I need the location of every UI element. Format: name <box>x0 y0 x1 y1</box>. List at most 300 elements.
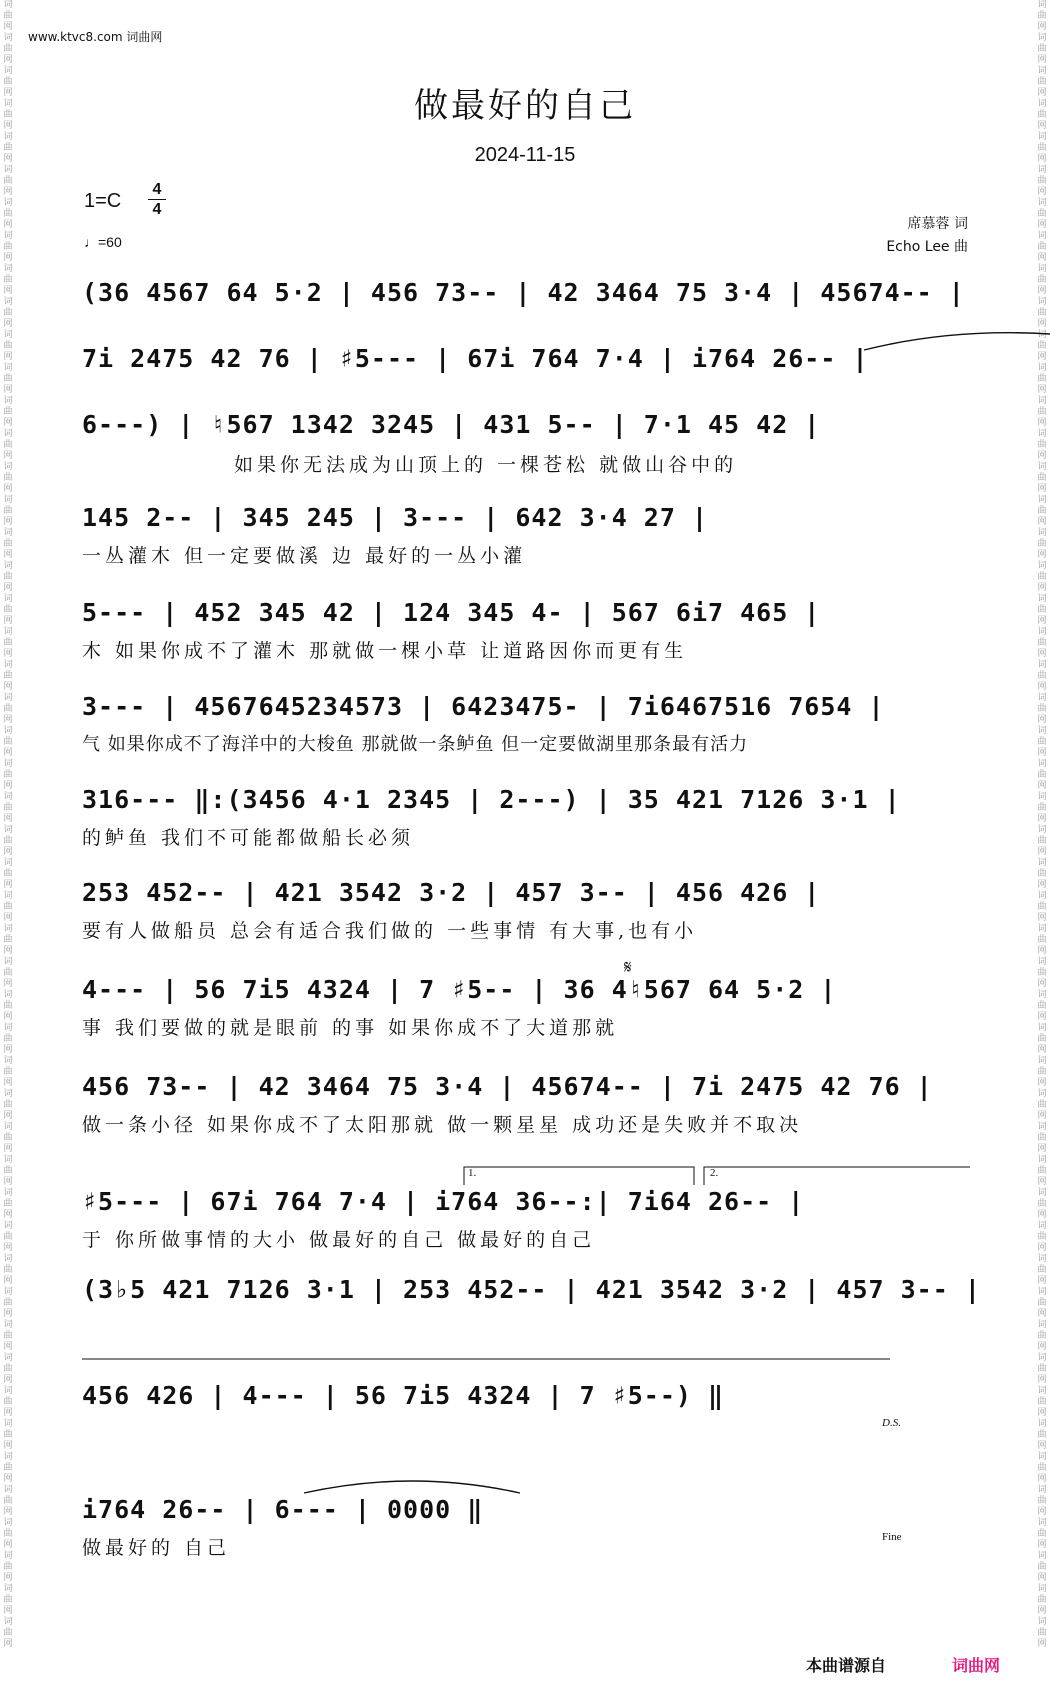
side-watermark-char: 网 <box>3 121 13 131</box>
side-watermark-char: 网 <box>1037 253 1047 263</box>
side-watermark-char: 曲 <box>3 275 13 285</box>
side-watermark-char: 网 <box>1037 847 1047 857</box>
side-watermark-char: 网 <box>3 1111 13 1121</box>
side-watermark-char: 词 <box>1037 330 1047 340</box>
side-watermark-char: 曲 <box>3 803 13 813</box>
side-watermark-char: 词 <box>1037 1254 1047 1264</box>
side-watermark-char: 词 <box>1037 1452 1047 1462</box>
side-watermark-char: 网 <box>1037 187 1047 197</box>
side-watermark-char: 曲 <box>3 1265 13 1275</box>
side-watermark-char: 网 <box>1037 550 1047 560</box>
side-watermark-char: 网 <box>1037 1408 1047 1418</box>
side-watermark-char: 词 <box>1037 264 1047 274</box>
side-watermark-char: 词 <box>1037 1155 1047 1165</box>
side-watermark-char: 词 <box>1037 1419 1047 1429</box>
side-watermark-char: 词 <box>1037 1320 1047 1330</box>
side-watermark-char: 词 <box>3 132 13 142</box>
side-watermark-char: 曲 <box>3 143 13 153</box>
side-watermark-char: 曲 <box>1037 176 1047 186</box>
side-watermark-char: 词 <box>3 1353 13 1363</box>
side-watermark-char: 词 <box>1037 0 1047 10</box>
side-watermark-char: 曲 <box>3 1496 13 1506</box>
side-watermark-char: 曲 <box>3 539 13 549</box>
side-watermark-char: 网 <box>1037 1639 1047 1649</box>
side-watermark-char: 曲 <box>1037 209 1047 219</box>
side-watermark-char: 词 <box>1037 1584 1047 1594</box>
tie-slur <box>302 1471 522 1495</box>
side-watermark-char: 曲 <box>1037 770 1047 780</box>
side-watermark-char: 词 <box>3 495 13 505</box>
side-watermark-char: 词 <box>3 1551 13 1561</box>
side-watermark-char: 曲 <box>1037 11 1047 21</box>
side-watermark-char: 曲 <box>1037 473 1047 483</box>
side-watermark-char: 词 <box>1037 1023 1047 1033</box>
side-watermark-char: 曲 <box>1037 539 1047 549</box>
side-watermark-char: 曲 <box>1037 1100 1047 1110</box>
side-watermark-char: 曲 <box>3 1034 13 1044</box>
side-watermark-char: 网 <box>3 616 13 626</box>
side-watermark-char: 网 <box>1037 88 1047 98</box>
notation-line: 456 73-- | 42 3464 75 3·4 | 45674-- | 7i 2475 42 76 | <box>82 1072 933 1101</box>
side-watermark-char: 曲 <box>1037 407 1047 417</box>
side-watermark-char: 网 <box>3 781 13 791</box>
side-watermark-char: 网 <box>1037 1375 1047 1385</box>
side-watermark-char: 网 <box>1037 451 1047 461</box>
side-watermark-char: 词 <box>3 462 13 472</box>
side-watermark-char: 网 <box>1037 814 1047 824</box>
side-watermark-char: 网 <box>1037 946 1047 956</box>
side-watermark-char: 曲 <box>1037 242 1047 252</box>
side-watermark-char: 曲 <box>3 1133 13 1143</box>
notation-line: 3--- | 4567645234573 | 6423475- | 7i6467516 7654 | <box>82 692 885 721</box>
side-watermark-char: 网 <box>3 1144 13 1154</box>
side-watermark-char: 网 <box>1037 517 1047 527</box>
notation-line: 6---) | ♮567 1342 3245 | 431 5-- | 7·1 45 42 | <box>82 410 821 439</box>
side-watermark-char: 词 <box>3 33 13 43</box>
side-watermark-char: 词 <box>1037 1188 1047 1198</box>
side-watermark-char: 词 <box>3 1419 13 1429</box>
side-watermark-char: 网 <box>1037 418 1047 428</box>
side-watermark-char: 网 <box>1037 748 1047 758</box>
side-watermark-char: 曲 <box>1037 605 1047 615</box>
side-watermark-char: 词 <box>1037 1551 1047 1561</box>
volta-2-label: 2. <box>710 1167 719 1179</box>
side-watermark-char: 曲 <box>3 110 13 120</box>
side-watermark-char: 网 <box>3 1243 13 1253</box>
side-watermark-char: 曲 <box>3 473 13 483</box>
side-watermark-char: 词 <box>1037 1089 1047 1099</box>
side-watermark-char: 词 <box>3 1089 13 1099</box>
side-watermark-char: 词 <box>1037 1485 1047 1495</box>
side-watermark-char: 词 <box>1037 495 1047 505</box>
side-watermark-char: 词 <box>3 165 13 175</box>
side-watermark-char: 网 <box>3 22 13 32</box>
side-watermark-char: 词 <box>3 660 13 670</box>
side-watermark-char: 词 <box>3 231 13 241</box>
side-watermark-char: 网 <box>1037 352 1047 362</box>
side-watermark-char: 网 <box>3 1606 13 1616</box>
side-watermark-char: 曲 <box>1037 1529 1047 1539</box>
side-watermark-char: 曲 <box>3 1232 13 1242</box>
side-watermark-char: 网 <box>3 583 13 593</box>
side-watermark-char: 词 <box>3 627 13 637</box>
side-watermark-char: 曲 <box>1037 836 1047 846</box>
notation-line: ♯5--- | 67i 764 7·4 | i764 36--:| 7i64 26-- | <box>82 1187 805 1216</box>
side-watermark-char: 网 <box>1037 1573 1047 1583</box>
site-watermark: www.ktvc8.com 词曲网 <box>28 30 163 44</box>
side-watermark-char: 曲 <box>1037 1133 1047 1143</box>
side-watermark-char: 曲 <box>1037 143 1047 153</box>
side-watermark-char: 曲 <box>1037 1463 1047 1473</box>
side-watermark-char: 曲 <box>3 836 13 846</box>
side-watermark-char: 网 <box>1037 1309 1047 1319</box>
tempo-marking: ♩=60 <box>84 234 122 250</box>
side-watermark-char: 曲 <box>1037 671 1047 681</box>
notation-line: (36 4567 64 5·2 | 456 73-- | 42 3464 75 3·4 | 45674-- | <box>82 278 965 307</box>
side-watermark-char: 曲 <box>1037 1166 1047 1176</box>
side-watermark-char: 网 <box>1037 715 1047 725</box>
side-watermark-char: 网 <box>1037 1540 1047 1550</box>
side-watermark-char: 曲 <box>1037 1298 1047 1308</box>
side-watermark-char: 网 <box>3 154 13 164</box>
side-watermark-char: 网 <box>3 1441 13 1451</box>
side-watermark-char: 曲 <box>3 308 13 318</box>
notation-line: 7i 2475 42 76 | ♯5--- | 67i 764 7·4 | i764 26-- | <box>82 344 869 373</box>
side-watermark-char: 网 <box>3 1309 13 1319</box>
side-watermark-char: 曲 <box>1037 1331 1047 1341</box>
side-watermark-char: 网 <box>3 1012 13 1022</box>
side-watermark-char: 词 <box>3 759 13 769</box>
side-watermark-char: 网 <box>1037 22 1047 32</box>
notation-line: 456 426 | 4--- | 56 7i5 4324 | 7 ♯5--) ‖ <box>82 1381 725 1410</box>
side-watermark-char: 曲 <box>1037 440 1047 450</box>
side-watermark-char: 网 <box>1037 1507 1047 1517</box>
side-watermark-char: 词 <box>3 1023 13 1033</box>
lyric-line: 要有人做船员 总会有适合我们做的 一些事情 有大事,也有小 <box>82 920 698 942</box>
side-watermark-char: 词 <box>1037 363 1047 373</box>
song-date: 2024-11-15 <box>474 144 576 166</box>
side-watermark-char: 词 <box>1037 66 1047 76</box>
side-watermark-char: 曲 <box>3 11 13 21</box>
side-watermark-char: 网 <box>3 1573 13 1583</box>
lyric-line: 做一条小径 如果你成不了太阳那就 做一颗星星 成功还是失败并不取决 <box>82 1114 803 1136</box>
side-watermark-char: 词 <box>3 1221 13 1231</box>
side-watermark-char: 曲 <box>1037 1067 1047 1077</box>
side-watermark-char: 曲 <box>3 605 13 615</box>
side-watermark-char: 网 <box>3 352 13 362</box>
side-watermark-char: 网 <box>1037 880 1047 890</box>
side-watermark-char: 网 <box>3 847 13 857</box>
side-watermark-char: 网 <box>3 55 13 65</box>
side-watermark-char: 词 <box>1037 1287 1047 1297</box>
side-watermark-char: 网 <box>1037 286 1047 296</box>
lyric-line: 一丛灌木 但一定要做溪 边 最好的一丛小灌 <box>82 545 527 567</box>
side-watermark-char: 词 <box>3 1254 13 1264</box>
side-watermark-char: 词 <box>1037 957 1047 967</box>
side-watermark-char: 词 <box>1037 1122 1047 1132</box>
side-watermark-char: 词 <box>3 1518 13 1528</box>
side-watermark-char: 词 <box>1037 627 1047 637</box>
side-watermark-char: 词 <box>3 1320 13 1330</box>
side-watermark-char: 曲 <box>1037 638 1047 648</box>
side-watermark-char: 曲 <box>1037 1199 1047 1209</box>
side-watermark-char: 词 <box>3 363 13 373</box>
side-watermark-char: 曲 <box>3 209 13 219</box>
side-watermark-char: 词 <box>3 1452 13 1462</box>
side-watermark-char: 网 <box>3 1540 13 1550</box>
side-watermark-char: 词 <box>3 924 13 934</box>
ds-marking: D.S. <box>882 1417 901 1429</box>
side-watermark-char: 网 <box>1037 682 1047 692</box>
side-watermark-char: 曲 <box>3 1331 13 1341</box>
side-watermark-char: 网 <box>3 979 13 989</box>
side-watermark-char: 词 <box>3 429 13 439</box>
side-watermark-char: 曲 <box>3 176 13 186</box>
notation-line: 4--- | 56 7i5 4324 | 7 ♯5-- | 36 4♮567 64 5·2 | <box>82 975 837 1004</box>
lyric-line: 如果你无法成为山顶上的 一棵苍松 就做山谷中的 <box>234 454 738 476</box>
side-watermark-char: 词 <box>1037 1056 1047 1066</box>
side-watermark-char: 网 <box>3 517 13 527</box>
staff-rule <box>82 1355 892 1363</box>
side-watermark-char: 词 <box>1037 396 1047 406</box>
side-watermark-char: 曲 <box>1037 1034 1047 1044</box>
side-watermark-char: 曲 <box>3 506 13 516</box>
side-watermark-char: 网 <box>1037 220 1047 230</box>
side-watermark-char: 词 <box>3 693 13 703</box>
side-watermark-char: 网 <box>1037 1177 1047 1187</box>
lyric-line: 做最好的 自己 <box>82 1537 231 1559</box>
side-watermark-char: 网 <box>3 649 13 659</box>
side-watermark-char: 词 <box>1037 660 1047 670</box>
side-watermark-char: 曲 <box>1037 1001 1047 1011</box>
side-watermark-char: 网 <box>1037 1078 1047 1088</box>
side-watermark-char: 网 <box>1037 55 1047 65</box>
notation-line: (3♭5 421 7126 3·1 | 253 452-- | 421 3542 3·2 | 457 3-- | <box>82 1275 981 1304</box>
side-watermark-char: 词 <box>1037 1617 1047 1627</box>
side-watermark-char: 曲 <box>3 77 13 87</box>
side-watermark-char: 词 <box>3 396 13 406</box>
side-watermark-char: 曲 <box>3 341 13 351</box>
side-watermark-char: 词 <box>3 726 13 736</box>
side-watermark-char: 词 <box>3 1617 13 1627</box>
side-watermark-char: 曲 <box>3 704 13 714</box>
notation-line: 145 2-- | 345 245 | 3--- | 642 3·4 27 | <box>82 503 708 532</box>
lyric-line: 于 你所做事情的大小 做最好的自己 做最好的自己 <box>82 1229 596 1251</box>
composer-credit: Echo Lee 曲 <box>886 239 968 255</box>
side-watermark-char: 曲 <box>1037 1397 1047 1407</box>
side-watermark-char: 词 <box>1037 33 1047 43</box>
side-watermark-char: 词 <box>3 1584 13 1594</box>
side-watermark-char: 网 <box>3 1276 13 1286</box>
side-watermark-char: 词 <box>1037 99 1047 109</box>
side-watermark-char: 网 <box>1037 1045 1047 1055</box>
side-watermark-char: 网 <box>3 946 13 956</box>
lyric-line: 木 如果你成不了灌木 那就做一棵小草 让道路因你而更有生 <box>82 640 688 662</box>
side-watermark-char: 网 <box>3 880 13 890</box>
notation-line: i764 26-- | 6--- | 0000 ‖ <box>82 1495 484 1524</box>
side-watermark-char: 曲 <box>1037 1364 1047 1374</box>
side-watermark-char: 曲 <box>3 1463 13 1473</box>
footer-site-link[interactable]: 词曲网 <box>952 1656 1001 1675</box>
side-watermark-char: 词 <box>1037 825 1047 835</box>
side-watermark-char: 曲 <box>1037 902 1047 912</box>
side-watermark-char: 网 <box>1037 1441 1047 1451</box>
side-watermark-char: 网 <box>1037 1111 1047 1121</box>
side-watermark-char: 网 <box>1037 385 1047 395</box>
side-watermark-char: 曲 <box>3 902 13 912</box>
side-watermark-char: 词 <box>1037 132 1047 142</box>
side-watermark-char: 曲 <box>3 935 13 945</box>
side-watermark-char: 曲 <box>3 968 13 978</box>
side-watermark-char: 词 <box>3 792 13 802</box>
side-watermark-char: 词 <box>3 1122 13 1132</box>
side-watermark-char: 曲 <box>1037 374 1047 384</box>
side-watermark-char: 词 <box>3 0 13 10</box>
side-watermark-char: 曲 <box>1037 935 1047 945</box>
side-watermark-char: 词 <box>3 561 13 571</box>
side-watermark-char: 词 <box>1037 990 1047 1000</box>
side-watermark-char: 曲 <box>1037 869 1047 879</box>
side-watermark-char: 网 <box>3 1474 13 1484</box>
side-watermark-char: 网 <box>3 451 13 461</box>
side-watermark-char: 曲 <box>1037 1496 1047 1506</box>
side-watermark-char: 词 <box>3 1287 13 1297</box>
side-watermark-char: 词 <box>1037 792 1047 802</box>
side-watermark-char: 网 <box>3 1177 13 1187</box>
side-watermark-char: 网 <box>1037 1474 1047 1484</box>
side-watermark-char: 网 <box>3 418 13 428</box>
side-watermark-char: 曲 <box>3 1067 13 1077</box>
side-watermark-char: 曲 <box>3 869 13 879</box>
side-watermark-char: 词 <box>3 528 13 538</box>
side-watermark-char: 网 <box>1037 121 1047 131</box>
side-watermark-char: 词 <box>3 1485 13 1495</box>
side-watermark-char: 词 <box>1037 231 1047 241</box>
side-watermark-char: 曲 <box>1037 803 1047 813</box>
side-watermark-char: 网 <box>1037 583 1047 593</box>
side-watermark-char: 词 <box>3 1188 13 1198</box>
side-watermark-char: 网 <box>1037 1342 1047 1352</box>
side-watermark-char: 曲 <box>3 737 13 747</box>
side-watermark-char: 网 <box>1037 1144 1047 1154</box>
lyric-line: 事 我们要做的就是眼前 的事 如果你成不了大道那就 <box>82 1017 619 1039</box>
side-watermark-char: 曲 <box>3 1100 13 1110</box>
side-watermark-char: 网 <box>3 385 13 395</box>
side-watermark-char: 网 <box>3 253 13 263</box>
side-watermark-char: 网 <box>3 1408 13 1418</box>
lyric-line: 气 如果你成不了海洋中的大梭鱼 那就做一条鲈鱼 但一定要做湖里那条最有活力 <box>82 734 749 755</box>
time-signature-bottom: 4 <box>152 201 162 218</box>
song-title: 做最好的自己 <box>414 86 636 126</box>
side-watermark-char: 词 <box>3 198 13 208</box>
side-watermark-char: 词 <box>3 957 13 967</box>
side-watermark-char: 曲 <box>1037 968 1047 978</box>
side-watermark-char: 词 <box>1037 594 1047 604</box>
side-watermark-char: 曲 <box>3 440 13 450</box>
side-watermark-char: 曲 <box>1037 1430 1047 1440</box>
side-watermark-char: 网 <box>1037 1210 1047 1220</box>
side-watermark-char: 网 <box>1037 649 1047 659</box>
side-watermark-char: 词 <box>1037 726 1047 736</box>
lyric-line: 的鲈鱼 我们不可能都做船长必须 <box>82 827 415 849</box>
side-watermark-char: 曲 <box>3 1529 13 1539</box>
side-watermark-char: 曲 <box>3 1001 13 1011</box>
side-watermark-char: 曲 <box>1037 737 1047 747</box>
side-watermark-char: 曲 <box>3 374 13 384</box>
side-watermark-char: 词 <box>1037 429 1047 439</box>
side-watermark-char: 词 <box>3 825 13 835</box>
side-watermark-char: 曲 <box>1037 1562 1047 1572</box>
side-watermark-char: 词 <box>3 1155 13 1165</box>
side-watermark-char: 曲 <box>3 1430 13 1440</box>
side-watermark-char: 词 <box>1037 891 1047 901</box>
side-watermark-char: 曲 <box>1037 506 1047 516</box>
footer-source-label: 本曲谱源自 <box>806 1656 887 1675</box>
side-watermark-char: 网 <box>3 814 13 824</box>
side-watermark-char: 网 <box>3 550 13 560</box>
side-watermark-char: 网 <box>3 715 13 725</box>
time-signature-top: 4 <box>148 180 166 200</box>
side-watermark-char: 曲 <box>1037 1232 1047 1242</box>
side-watermark-char: 词 <box>1037 528 1047 538</box>
side-watermark-char: 词 <box>3 99 13 109</box>
side-watermark-char: 曲 <box>3 1166 13 1176</box>
side-watermark-char: 词 <box>1037 198 1047 208</box>
side-watermark-char: 网 <box>1037 154 1047 164</box>
side-watermark-char: 曲 <box>3 1628 13 1638</box>
lyricist-credit: 席慕蓉 词 <box>907 216 968 232</box>
volta-1-label: 1. <box>468 1167 477 1179</box>
side-watermark-char: 词 <box>1037 1353 1047 1363</box>
side-watermark-char: 词 <box>3 990 13 1000</box>
side-watermark-char: 词 <box>3 858 13 868</box>
side-watermark-char: 曲 <box>1037 1628 1047 1638</box>
side-watermark-char: 曲 <box>3 1595 13 1605</box>
side-watermark-char: 曲 <box>1037 1595 1047 1605</box>
side-watermark-char: 曲 <box>3 1364 13 1374</box>
side-watermark-char: 曲 <box>3 1298 13 1308</box>
side-watermark-char: 词 <box>3 891 13 901</box>
left-watermark-strip <box>0 0 16 1693</box>
side-watermark-char: 曲 <box>3 407 13 417</box>
side-watermark-char: 网 <box>3 286 13 296</box>
side-watermark-char: 网 <box>3 1078 13 1088</box>
side-watermark-char: 词 <box>1037 1386 1047 1396</box>
notation-line: 316--- ‖:(3456 4·1 2345 | 2---) | 35 421 7126 3·1 | <box>82 785 901 814</box>
side-watermark-char: 词 <box>3 66 13 76</box>
side-watermark-char: 网 <box>1037 781 1047 791</box>
side-watermark-char: 曲 <box>3 242 13 252</box>
side-watermark-char: 网 <box>1037 1606 1047 1616</box>
side-watermark-char: 词 <box>3 594 13 604</box>
side-watermark-char: 曲 <box>3 1199 13 1209</box>
side-watermark-char: 网 <box>3 220 13 230</box>
side-watermark-char: 网 <box>1037 616 1047 626</box>
side-watermark-char: 词 <box>1037 561 1047 571</box>
side-watermark-char: 网 <box>3 1507 13 1517</box>
side-watermark-char: 网 <box>1037 1243 1047 1253</box>
side-watermark-char: 词 <box>1037 858 1047 868</box>
side-watermark-char: 词 <box>1037 1518 1047 1528</box>
side-watermark-char: 曲 <box>3 770 13 780</box>
side-watermark-char: 词 <box>1037 165 1047 175</box>
side-watermark-char: 词 <box>1037 924 1047 934</box>
side-watermark-char: 词 <box>1037 759 1047 769</box>
side-watermark-char: 词 <box>1037 693 1047 703</box>
side-watermark-char: 曲 <box>1037 1265 1047 1275</box>
side-watermark-char: 网 <box>3 484 13 494</box>
notation-line: 5--- | 452 345 42 | 124 345 4- | 567 6i7 465 | <box>82 598 821 627</box>
